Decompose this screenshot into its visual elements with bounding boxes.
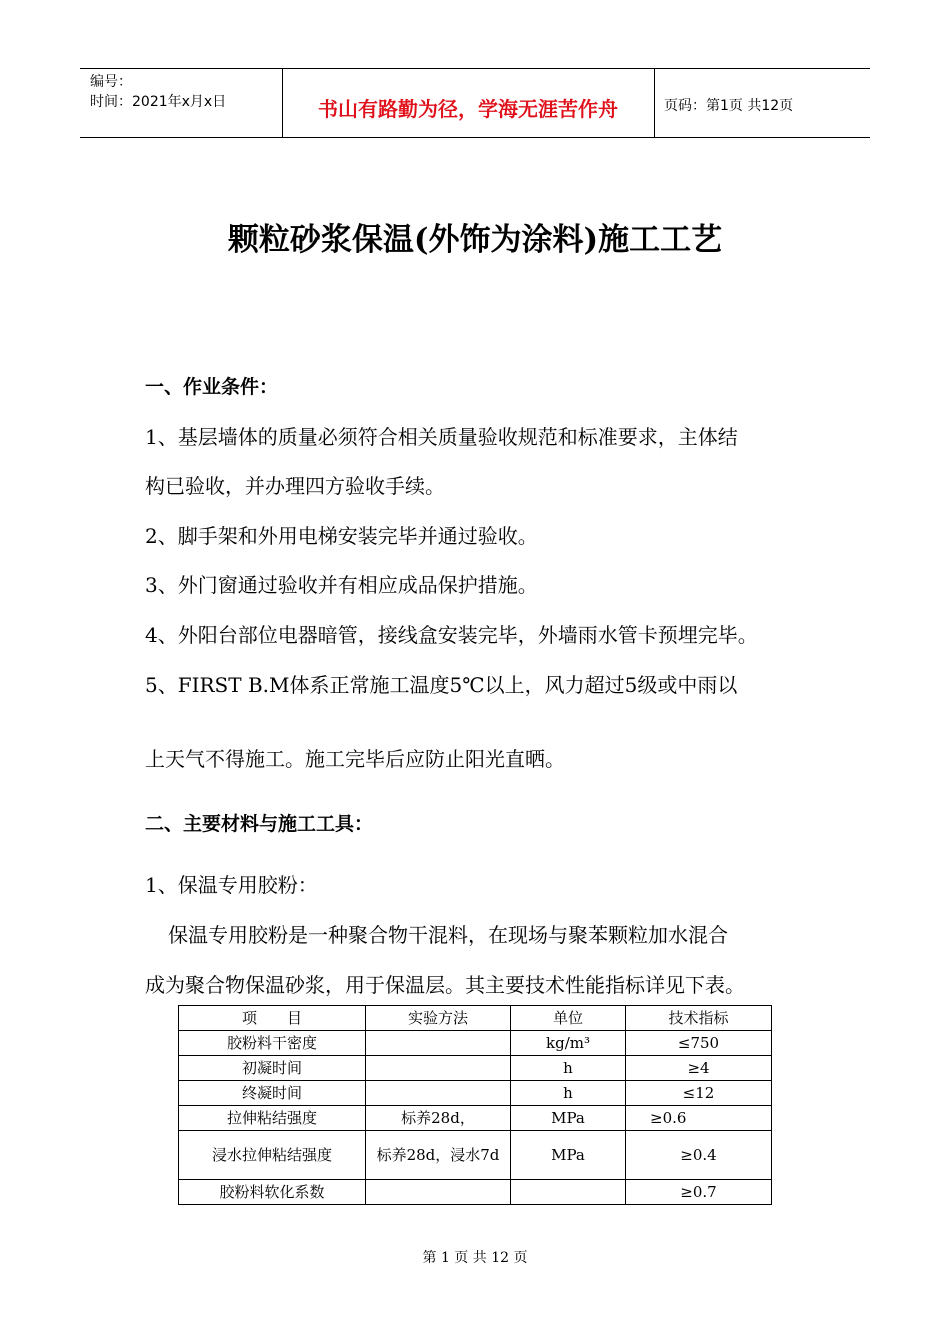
table-row	[179, 1131, 772, 1180]
table-cell: kg/m³	[511, 1031, 626, 1056]
date-label: 时间：2021年x月x日	[90, 94, 227, 110]
table-cell: 浸水拉伸粘结强度	[179, 1131, 366, 1180]
page-info: 页码：第1页 共12页	[664, 98, 794, 114]
paragraph-line: 成为聚合物保温砂浆，用于保温层。其主要技术性能指标详见下表。	[145, 973, 745, 997]
table-cell: ≥0.4	[626, 1131, 772, 1180]
table-cell: 胶粉料软化系数	[179, 1180, 366, 1205]
section-heading-conditions: 一、作业条件：	[145, 376, 279, 398]
table-cell: h	[511, 1081, 626, 1106]
table-cell: 标养28d，	[366, 1106, 511, 1131]
table-cell: ≥0.7	[626, 1180, 772, 1205]
spec-table	[178, 1005, 772, 1205]
table-cell: ≥4	[626, 1056, 772, 1081]
table-cell: 标养28d，浸水7d	[366, 1131, 511, 1180]
table-cell	[366, 1031, 511, 1056]
paragraph-line: 构已验收，并办理四方验收手续。	[145, 474, 445, 498]
table-cell: ≤750	[626, 1031, 772, 1056]
motto: 书山有路勤为径，学海无涯苦作舟	[318, 97, 618, 121]
table-cell: h	[511, 1056, 626, 1081]
table-header-cell: 项 目	[179, 1006, 366, 1031]
paragraph-line: 保温专用胶粉是一种聚合物干混料，在现场与聚苯颗粒加水混合	[168, 923, 728, 947]
paragraph-line: 4、外阳台部位电器暗管，接线盒安装完毕，外墙雨水管卡预埋完毕。	[145, 623, 758, 647]
table-cell: 胶粉料干密度	[179, 1031, 366, 1056]
table-cell	[511, 1180, 626, 1205]
paragraph-line: 2、脚手架和外用电梯安装完毕并通过验收。	[145, 524, 538, 548]
table-cell: 终凝时间	[179, 1081, 366, 1106]
table-row	[179, 1081, 772, 1106]
header-page-cell	[654, 69, 870, 137]
table-cell: 拉伸粘结强度	[179, 1106, 366, 1131]
section-heading-materials: 二、主要材料与施工工具：	[145, 813, 374, 835]
paragraph-line: 1、基层墙体的质量必须符合相关质量验收规范和标准要求，主体结	[145, 425, 738, 449]
subheading-powder: 1、保温专用胶粉：	[145, 873, 318, 897]
header-meta-cell	[80, 69, 283, 137]
table-cell: MPa	[511, 1131, 626, 1180]
table-row	[179, 1106, 772, 1131]
table-header-row	[179, 1006, 772, 1031]
table-cell: MPa	[511, 1106, 626, 1131]
page-footer: 第 1 页 共 12 页	[422, 1250, 528, 1266]
document-title: 颗粒砂浆保温(外饰为涂料)施工工艺	[227, 222, 723, 258]
table-cell: 初凝时间	[179, 1056, 366, 1081]
table-cell: ≤12	[626, 1081, 772, 1106]
table-row	[179, 1031, 772, 1056]
table-row	[179, 1180, 772, 1205]
paragraph-line: 上天气不得施工。施工完毕后应防止阳光直晒。	[145, 747, 565, 771]
table-header-cell: 实验方法	[366, 1006, 511, 1031]
paragraph-line: 3、外门窗通过验收并有相应成品保护措施。	[145, 573, 538, 597]
table-header-cell: 技术指标	[626, 1006, 772, 1031]
serial-label: 编号：	[90, 74, 132, 90]
table-cell	[366, 1180, 511, 1205]
table-row	[179, 1056, 772, 1081]
table-cell: ≥0.6	[626, 1106, 772, 1131]
table-cell	[366, 1081, 511, 1106]
table-cell	[366, 1056, 511, 1081]
table-header-cell: 单位	[511, 1006, 626, 1031]
header-motto-cell	[282, 69, 655, 137]
page-header	[80, 68, 870, 138]
paragraph-line: 5、FIRST B.M体系正常施工温度5℃以上，风力超过5级或中雨以	[145, 673, 738, 697]
